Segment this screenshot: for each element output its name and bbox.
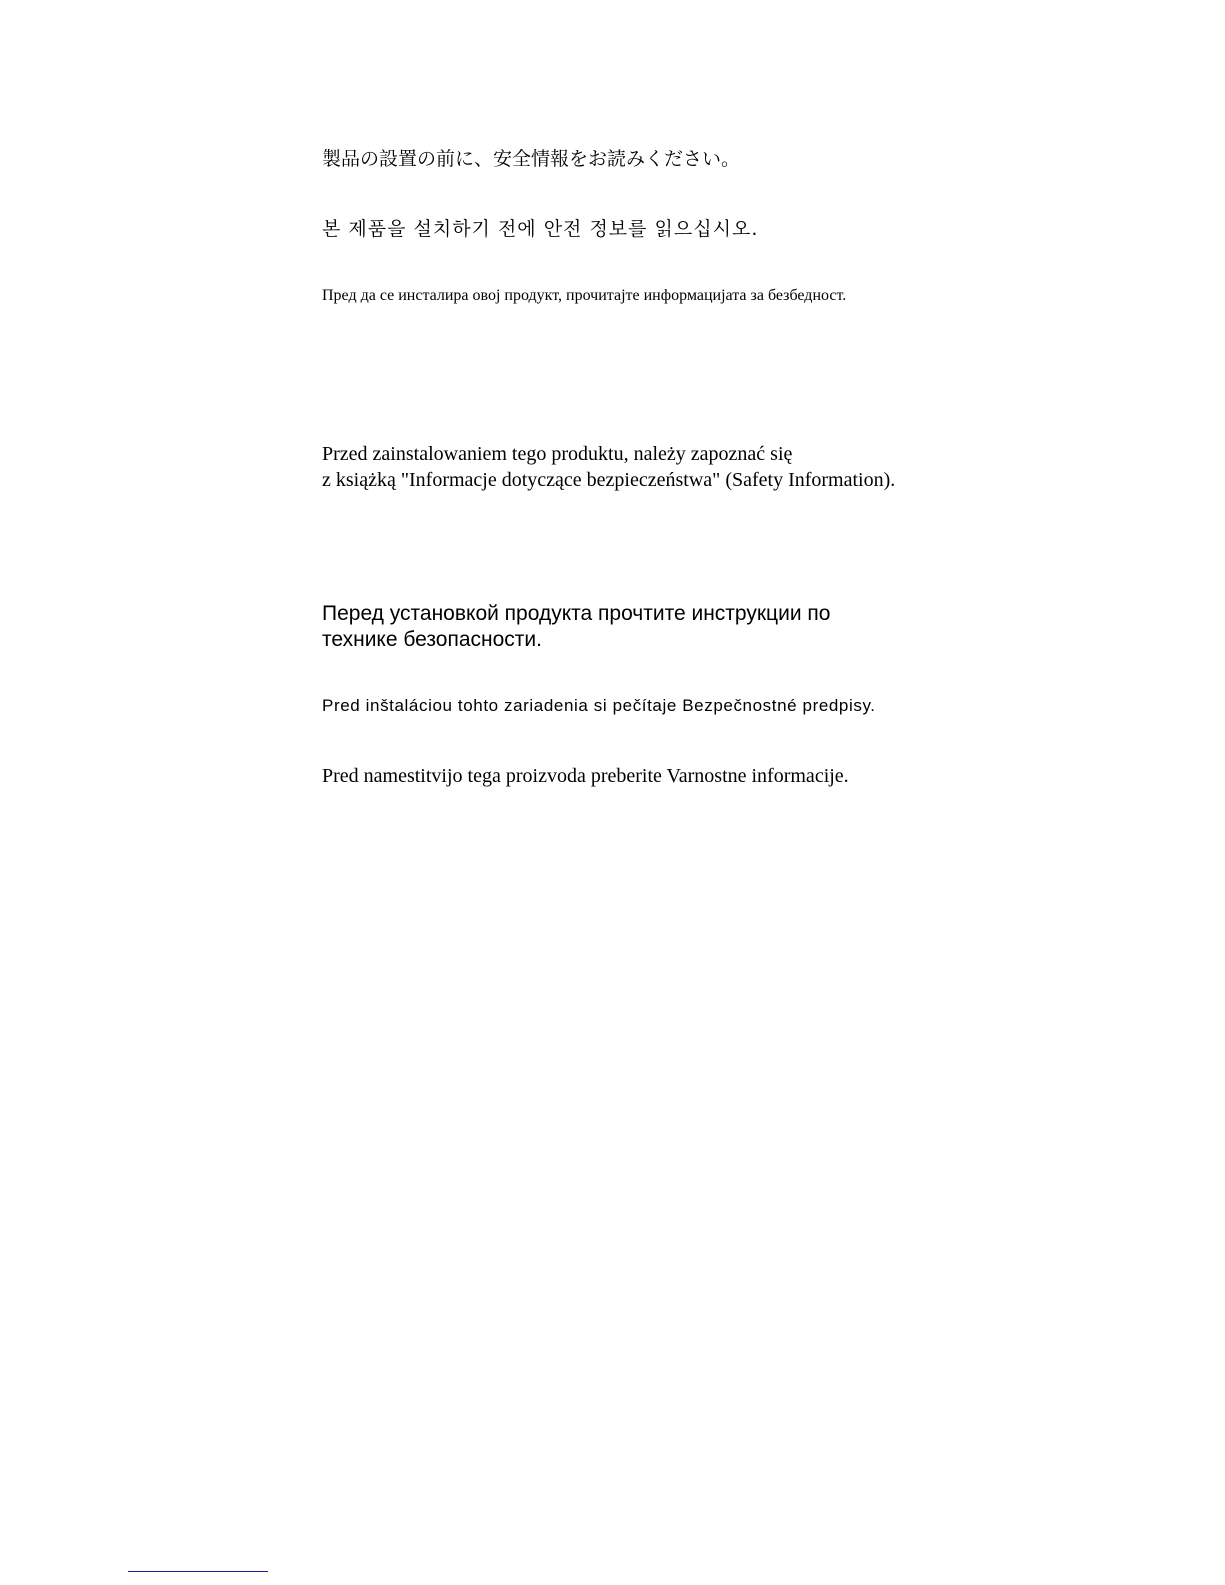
safety-notice-polish-line-1: Przed zainstalowaniem tego produktu, należy zapoznać się: [322, 443, 793, 465]
safety-notice-macedonian: Пред да се инсталира овој продукт, прочитајте информацијата за безбедност.: [322, 287, 847, 304]
safety-notice-polish: [322, 441, 1022, 493]
safety-notice-russian-line-1: Перед установкой продукта прочтите инструкции по: [322, 602, 831, 625]
safety-notice-polish-line-2: z książką "Informacje dotyczące bezpieczeństwa" (Safety Information).: [322, 469, 896, 491]
safety-notice-korean: 본 제품을 설치하기 전에 안전 정보를 읽으십시오.: [322, 218, 759, 240]
safety-notice-russian: [322, 601, 972, 653]
safety-notice-russian-line-2: технике безопасности.: [322, 627, 542, 651]
footnote-divider: [128, 1571, 268, 1572]
safety-notice-slovak: Pred inštaláciou tohto zariadenia si pečítaje Bezpečnostné predpisy.: [322, 696, 876, 715]
safety-notice-japanese: 製品の設置の前に、安全情報をお読みください。: [322, 148, 741, 170]
safety-notice-slovenian: Pred namestitvijo tega proizvoda preberite Varnostne informacije.: [322, 765, 849, 787]
